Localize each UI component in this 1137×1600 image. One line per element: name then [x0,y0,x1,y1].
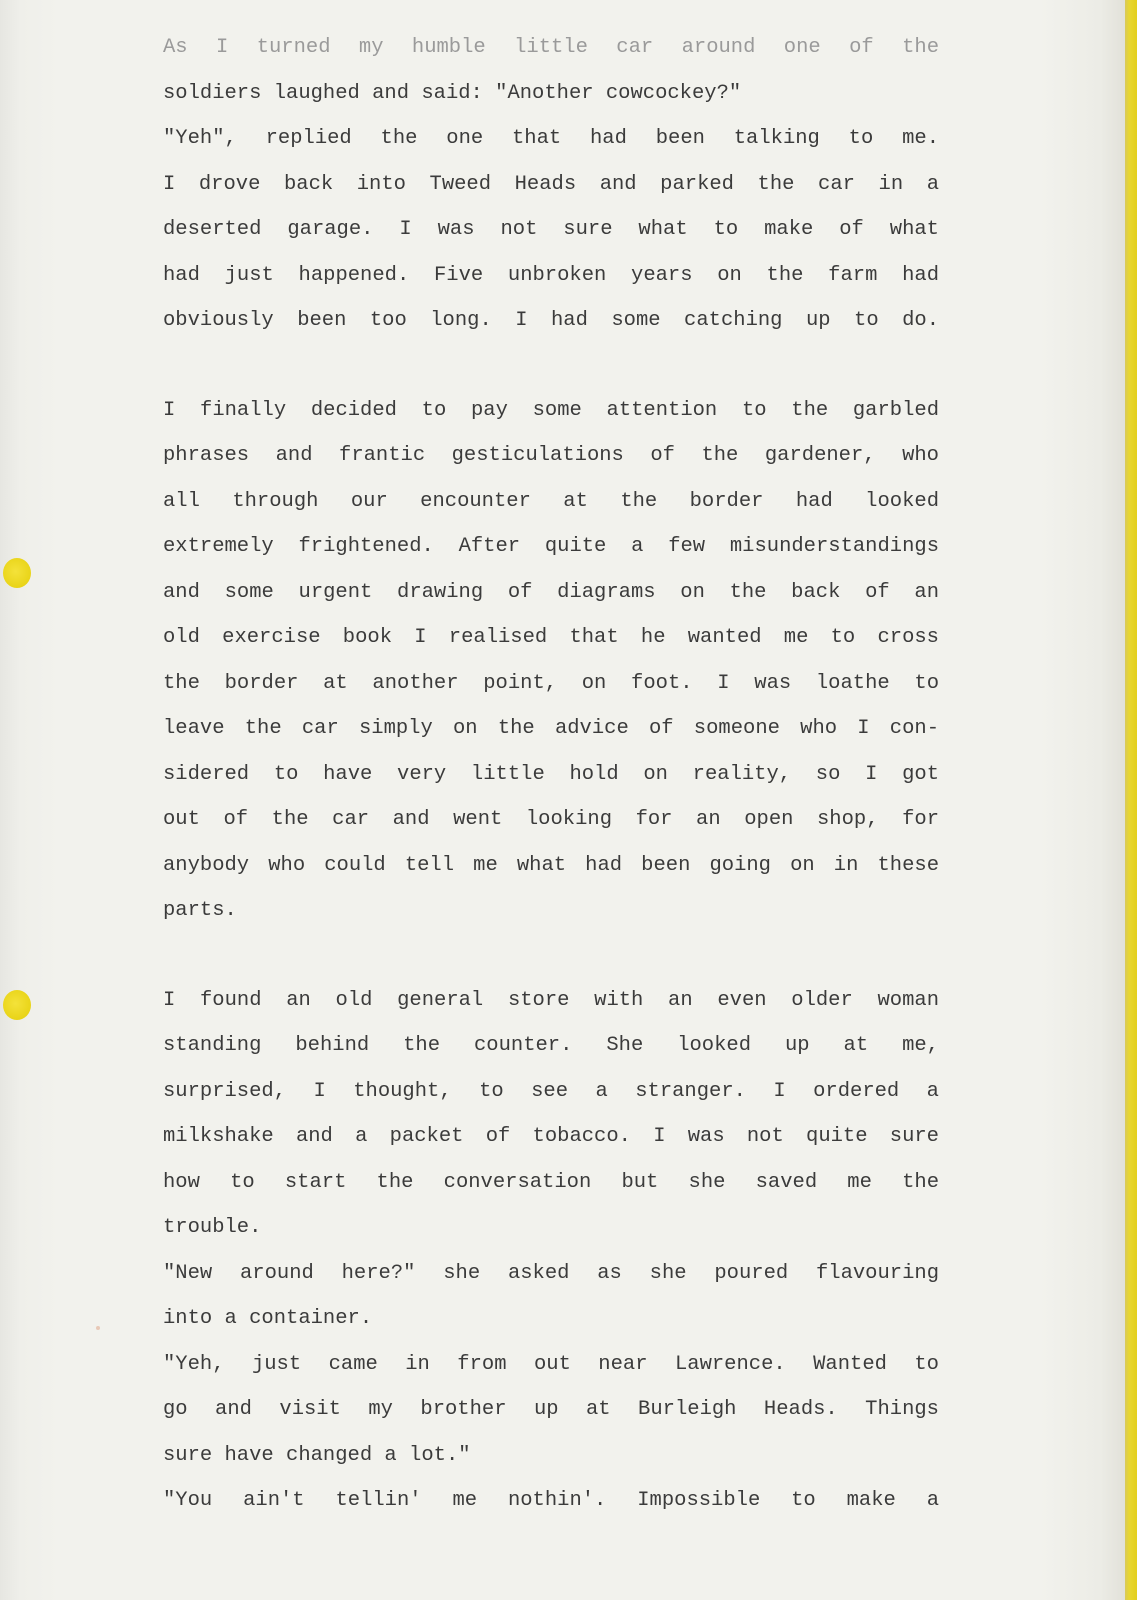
text-line: sidered to have very little hold on reality, so I got [163,762,939,786]
text-line: sure have changed a lot." [163,1443,471,1467]
text-line [163,32,939,78]
text-line: soldiers laughed and said: "Another cowcockey?" [163,81,742,105]
text-line: "You ain't tellin' me nothin'. Impossible to make a [163,1489,939,1512]
text-line: the border at another point, on foot. I was loathe to [163,671,939,695]
text-line: "New around here?" she asked as she poured flavouring [163,1261,939,1285]
text-line: all through our encounter at the border had looked [163,489,939,513]
text-line: milkshake and a packet of tobacco. I was not quite sure [163,1125,939,1148]
paragraph [163,985,939,1531]
text-line: leave the car simply on the advice of someone who I con- [163,717,939,740]
punch-hole [3,558,31,588]
text-line: I found an old general store with an even older woman [163,988,939,1012]
text-line: go and visit my brother up at Burleigh Heads. Things [163,1398,939,1421]
text-line: "Yeh", replied the one that had been talking to me. [163,127,939,150]
text-line: "Yeh, just came in from out near Lawrence. Wanted to [163,1352,939,1376]
text-line: standing behind the counter. She looked up at me, [163,1034,939,1057]
text-line: extremely frightened. After quite a few misunderstandings [163,535,939,558]
text-line: and some urgent drawing of diagrams on the back of an [163,580,939,604]
text-line: surprised, I thought, to see a stranger. I ordered a [163,1079,939,1103]
paragraph-gap [163,351,939,395]
typed-text [163,32,939,1531]
text-line: had just happened. Five unbroken years on the farm had [163,263,939,287]
text-line: how to start the conversation but she saved me the [163,1170,939,1194]
text-line: into a container. [163,1307,373,1330]
text-line: parts. [163,899,237,922]
faded-text: As I turned my humble little car around one of the [163,36,939,59]
paragraph [163,32,939,351]
text-line: deserted garage. I was not sure what to make of what [163,218,939,241]
paragraph [163,395,939,941]
paragraph-gap [163,941,939,985]
text-line: phrases and frantic gesticulations of the gardener, who [163,444,939,467]
punch-hole [3,990,31,1020]
text-line: anybody who could tell me what had been going on in these [163,853,939,877]
text-line: obviously been too long. I had some catching up to do. [163,309,939,332]
text-line: trouble. [163,1216,262,1239]
text-line: I drove back into Tweed Heads and parked the car in a [163,172,939,196]
binder-edge [1125,0,1137,1600]
text-line: I finally decided to pay some attention to the garbled [163,398,939,422]
paper-speck [96,1326,100,1330]
text-line: old exercise book I realised that he wanted me to cross [163,626,939,649]
text-line: out of the car and went looking for an open shop, for [163,808,939,831]
